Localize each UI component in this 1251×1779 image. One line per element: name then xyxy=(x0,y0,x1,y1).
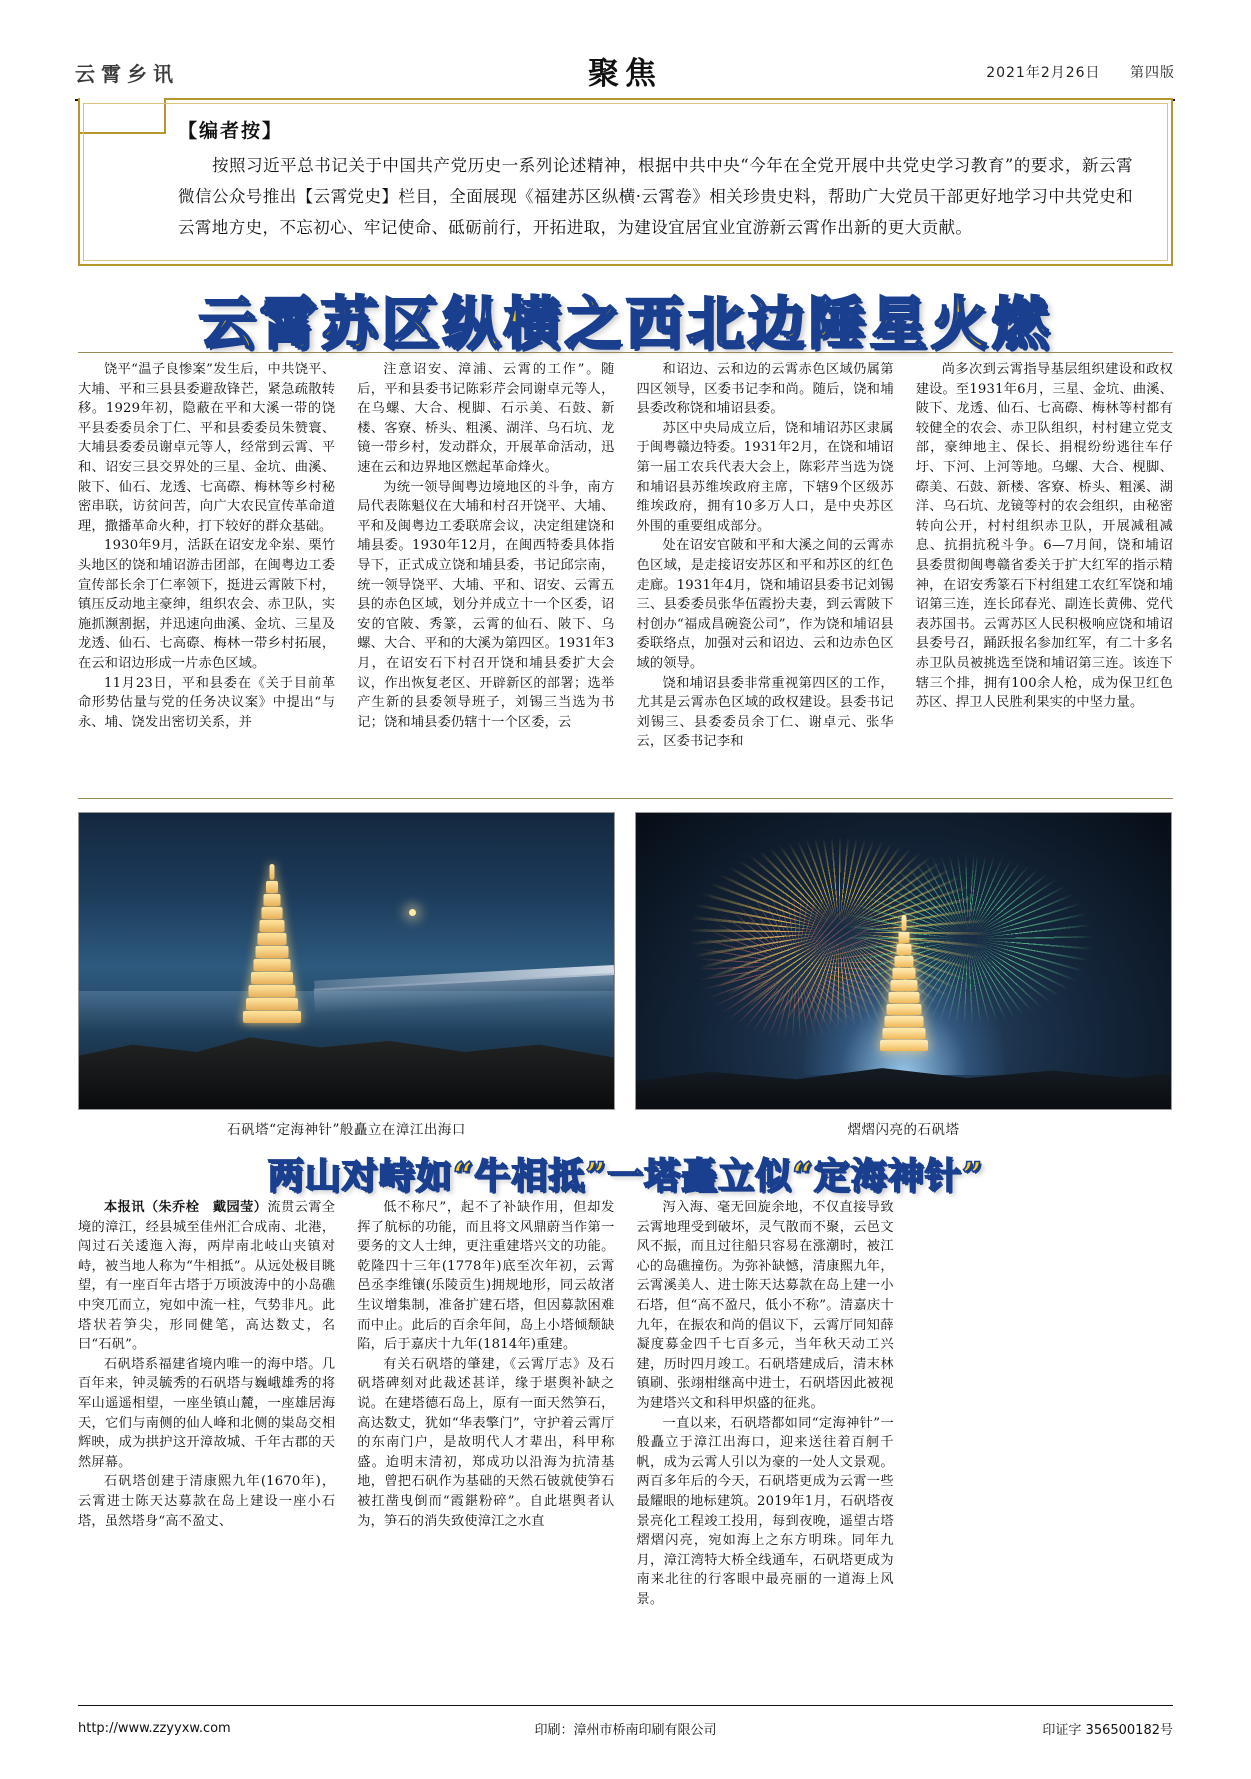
article2-column-3 xyxy=(637,1198,894,1698)
photo-caption-right: 熠熠闪亮的石矾塔 xyxy=(847,1122,960,1138)
publication-date: 2021年2月26日 xyxy=(986,65,1101,81)
paragraph: 尚多次到云霄指导基层组织建设和政权建设。至1931年6月，三星、金坑、曲溪、陂下、龙透、仙石、七高磜、梅林等村都有较健全的农会、赤卫队组织，村村建立党支部，豪绅地主、保长、捐棍纷纷逃往车仔圩、下河、上河等地。乌螺、大合、枧脚、磜美、石鼓、新楼、客寮、桥头、粗溪、湖洋、乌石坑、龙镜等村的农会组织，由秘密转向公开，村村组织赤卫队，开展减租减息、抗捐抗税斗争。6—7月间，饶和埔诏县委贯彻闽粤赣省委关于扩大红军的指示精神，在诏安秀篆石下村组建工农红军饶和埔诏第三连，连长邱春光、副连长黄佛、党代表苏国书。云霄苏区人民积极响应饶和埔诏县委号召，踊跃报名参加红军，有二十多名赤卫队员被挑选至饶和埔诏第三连。该连下辖三个排，拥有100余人枪，成为保卫红色苏区、捍卫人民胜利果实的中坚力量。 xyxy=(915,362,1173,711)
main-article-columns xyxy=(78,360,1173,798)
secondary-article xyxy=(78,1198,1173,1698)
photo-caption-left: 石矾塔“定海神针”般矗立在漳江出海口 xyxy=(227,1122,466,1138)
editor-note-body: 按照习近平总书记关于中国共产党历史一系列论述精神，根据中共中央“今年在全党开展中共党史学习教育”的要求，新云霄微信公众号推出【云霄党史】栏目，全面展现《福建苏区纵横·云霄卷》相关珍贵史料，帮助广大党员干部更好地学习中共党史和云霄地方史，不忘初心、牢记使命、砥砺前行，开拓进取，为建设宜居宜业宜游新云霄作出新的更大贡献。 xyxy=(178,156,1133,237)
moon-icon xyxy=(409,909,416,916)
fireworks-over-pagoda-photo xyxy=(635,812,1172,1110)
paragraph: 处在诏安官陂和平和大溪之间的云霄赤色区域，是走接诏安苏区和平和苏区的红色走廊。1931年4月，饶和埔诏县委书记刘锡三、县委委员张华伍霞扮夫妻，到云霄陂下村创办“福成昌碗瓷公司”，作为饶和埔诏县委联络点，加强对云和诏边、云和边赤色区域的领导。 xyxy=(636,538,894,671)
secondary-article-columns xyxy=(78,1198,1173,1698)
license-number: 印证字 356500182号 xyxy=(1042,1722,1173,1738)
photo-row xyxy=(78,812,1173,1112)
paragraph: 饶和埔诏县委非常重视第四区的工作，尤其是云霄赤色区域的政权建设。县委书记刘锡三、县委委员余丁仁、谢卓元、张华云，区委书记李和 xyxy=(636,675,894,750)
byline: 本报讯（朱乔栓 戴园莹） xyxy=(104,1200,268,1215)
editor-note-title: 【编者按】 xyxy=(178,120,284,142)
box-corner-notch xyxy=(80,98,166,134)
issue-number: 第四版 xyxy=(1130,65,1175,81)
paragraph: 一直以来，石矾塔都如同“定海神针”一般矗立于漳江出海口，迎来送往着百舸千帆，成为云霄人引以为豪的一处人文景观。两百多年后的今天，石矾塔更成为云霄一些最耀眼的地标建筑。2019年1月，石矾塔夜景亮化工程竣工投用，每到夜晚，遥望古塔熠熠闪亮，宛如海上之东方明珠。同年九月，漳江湾特大桥全线通车，石矾塔更成为南来北往的行客眼中最亮丽的一道海上风景。 xyxy=(636,1415,894,1607)
publication-name: 云霄乡讯 xyxy=(75,61,179,86)
footer-divider xyxy=(78,1705,1173,1706)
main-article xyxy=(78,360,1173,799)
article2-column-4 xyxy=(916,1198,1173,1698)
page-footer xyxy=(78,1714,1173,1742)
sea-surface xyxy=(79,991,614,1031)
section-title: 聚焦 xyxy=(588,56,662,92)
paragraph-with-byline xyxy=(78,1198,335,1355)
photo-captions xyxy=(78,1118,1173,1140)
paragraph: 低不称尺”，起不了补缺作用，但却发挥了航标的功能，而且将文风鼎蔚当作第一要务的文人士绅，更注重建塔兴文的功能。乾隆四十三年(1778年)底至次年初，云霄邑丞李维镶(乐陵贡生)拥规地形，同云故渚生议增集制，准备扩建石塔，但因募款困难而中止。此后的百余年间，岛上小塔倾颓缺陷，后于嘉庆十九年(1814年)重建。 xyxy=(357,1200,615,1353)
printer-info: 印刷：漳州市桥南印刷有限公司 xyxy=(534,1722,717,1738)
article2-column-1 xyxy=(78,1198,335,1698)
paragraph: 饶平“温子良惨案”发生后，中共饶平、大埔、平和三县县委避敌锋芒，紧急疏散转移。1929年初，隐蔽在平和大溪一带的饶平县委委员余丁仁、平和县委委员朱赞寰、大埔县委委员谢卓元等人，经常到云霄、平和、诏安三县交界处的三星、金坑、曲溪、陂下、仙石、龙透、七高磜、梅林等乡村秘密串联，访贫问苦，向广大农民宣传革命道理，撒播革命火种，打下较好的群众基础。 xyxy=(78,362,336,534)
paragraph-text: 流贯云霄全境的漳江，经县城至佳州汇合成南、北港，闯过石关逶迤入海，两岸南北岐山夹镇对峙，被当地人称为“牛相抵”。从远处极目眺望，有一座百年古塔于万顷波涛中的小岛礁中突兀而立，宛如中流一柱，气势非凡。此塔状若笋尖，形同健笔，高达数丈，名曰“石矾”。 xyxy=(78,1200,336,1353)
pagoda-tower xyxy=(229,863,315,1023)
article-top-rule xyxy=(78,352,1173,353)
main-headline: 云霄苏区纵横之西北边陲星火燃 xyxy=(198,290,1053,357)
masthead-meta xyxy=(986,62,1175,82)
paragraph: 1930年9月，活跃在诏安龙伞岽、栗竹头地区的饶和埔诏游击团部，在闽粤边工委宣传部长余丁仁率领下，挺进云霄陂下村，镇压反动地主豪绅，组织农会、赤卫队，实施抓濒割据，并迅速向曲溪、金坑、三星及龙透、仙石、七高磜、梅林一带乡村拓展，在云和诏边形成一片赤色区域。 xyxy=(78,538,336,671)
paragraph: 泻入海、毫无回旋余地，不仅直接导致云霄地理受到破坏，灵气散而不聚，云邑文风不振，而且过往船只容易在涨潮时，被江心的岛礁撞伤。为弥补缺憾，清康熙九年，云霄溪美人、进士陈天达募款在岛上建一小石塔，但“高不盈尺，低小不称”。清嘉庆十九年，在振农和尚的倡议下，云霄厅同知薛凝度募金四千七百多元，当年秋天动工兴建，历时四月竣工。石矾塔建成后，清末林镇刷、张翊柑继高中进士，石矾塔因此被视为建塔兴文和科甲炽盛的征兆。 xyxy=(636,1200,894,1411)
article-column-4 xyxy=(916,360,1173,798)
pagoda-tower xyxy=(869,911,939,1051)
paragraph: 有关石矾塔的肇建，《云霄厅志》及石矾塔碑刻对此裁述甚详，缘于堪舆补缺之说。在建塔德石岛上，原有一面天然笋石，高达数丈，犹如“华表擎门”，守护着云霄厅的东南门户，是故明代人才辈出，科甲称盛。迨明末清初，郑成功以沿海为抗清基地，曾把石矾作为基础的天然石铍就使笋石被扛凿曳倒而“霞鍖粉碎”。自此堪舆者认为，笋石的消失致使漳江之水直 xyxy=(357,1356,615,1529)
masthead xyxy=(75,46,1175,98)
paragraph: 11月23日，平和县委在《关于目前革命形势估量与党的任务决议案》中提出“与永、埔、饶发出密切关系，并 xyxy=(78,675,336,730)
paragraph: 石矾塔创建于清康熙九年(1670年)，云霄进士陈天达募款在岛上建设一座小石塔，虽然塔身“高不盈丈、 xyxy=(78,1474,336,1529)
website-link[interactable]: http://www.zzyyxw.com xyxy=(78,1720,231,1736)
editor-note-box xyxy=(78,98,1173,266)
paragraph: 苏区中央局成立后，饶和埔诏苏区隶属于闽粤赣边特委。1931年2月，在饶和埔诏第一届工农兵代表大会上，陈彩芹当选为饶和埔诏县苏维埃政府主席，下辖9个区级苏维埃政府，拥有10多万人口，是中央苏区外围的重要组成部分。 xyxy=(636,420,894,534)
pagoda-at-dusk-photo xyxy=(78,812,615,1110)
article-column-1 xyxy=(78,360,335,798)
article-column-2 xyxy=(357,360,614,798)
secondary-headline: 两山对峙如“牛相抵”一塔矗立似“定海神针” xyxy=(267,1155,984,1197)
paragraph: 为统一领导闽粤边境地区的斗争，南方局代表陈魁仪在大埔和村召开饶平、大埔、平和及闽粤边工委联席会议，决定组建饶和埔县委。1930年12月，在闽西特委具体指导下，正式成立饶和埔县委，书记邱宗南，统一领导饶平、大埔、平和、诏安、云霄五县的赤色区域，划分并成立十一个区委，诏安的官陂、秀篆，云霄的仙石、陂下、乌螺、大合、平和的大溪为第四区。1931年3月，在诏安石下村召开饶和埔县委扩大会议，作出恢复老区、开辟新区的部署；选举产生新的县委领导班子，刘锡三当选为书记；饶和埔县委仍辖十一个区委，云 xyxy=(357,479,615,730)
paragraph: 和诏边、云和边的云霄赤色区域仍属第四区领导，区委书记李和尚。随后，饶和埔县委改称饶和埔诏县委。 xyxy=(636,362,894,417)
paragraph: 石矾塔系福建省境内唯一的海中塔。几百年来，钟灵毓秀的石矾塔与巍峨雄秀的将军山遥遥相望，一座坐镇山麓，一座雄居海天，它们与南侧的仙人峰和北侧的粜岛交相辉映，成为拱护这开漳故城、千年古郡的天然屏幕。 xyxy=(78,1356,336,1470)
article-column-3 xyxy=(637,360,894,798)
paragraph: 注意诏安、漳浦、云霄的工作”。随后，平和县委书记陈彩芹会同谢卓元等人，在乌螺、大合、枧脚、石示美、石鼓、新楼、客寮、桥头、粗溪、湖洋、乌石坑、龙镜一带乡村，发动群众，开展革命活动，迅速在云和边界地区燃起革命烽火。 xyxy=(357,362,615,475)
article2-column-2 xyxy=(357,1198,614,1698)
